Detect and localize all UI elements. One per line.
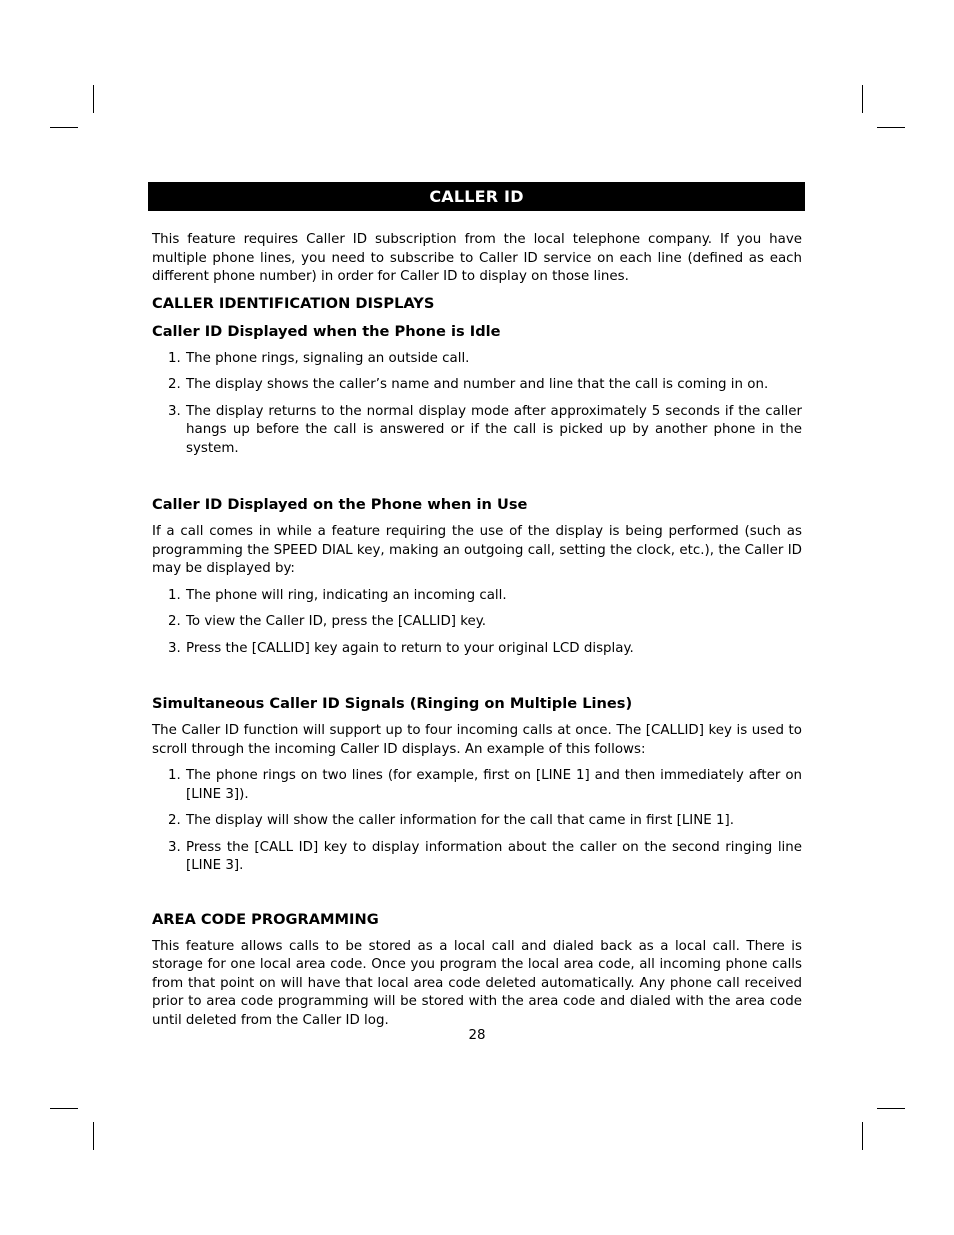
list-item: 3. Press the [CALL ID] key to display information about the caller on the second ringing line [LINE 3]. — [168, 839, 802, 873]
crop-mark-bottom-right-vertical — [862, 1122, 863, 1150]
page-content — [148, 231, 805, 1030]
simultaneous-paragraph: The Caller ID function will support up to four incoming calls at once. The [CALLID] key is used to scroll through the incoming Caller ID displays. An example of this follows: — [152, 723, 802, 757]
list-item: 1. The phone will ring, indicating an incoming call. — [168, 587, 507, 603]
crop-mark-bottom-left-horizontal — [50, 1108, 78, 1109]
simultaneous-steps-list — [152, 767, 802, 876]
list-item: 2. The display shows the caller’s name and number and line that the call is coming in on. — [168, 377, 769, 392]
crop-mark-top-right-vertical — [862, 85, 863, 113]
section-banner: CALLER ID — [148, 182, 805, 211]
crop-mark-top-left-horizontal — [50, 127, 78, 128]
heading-in-use: Caller ID Displayed on the Phone when in Use — [152, 496, 528, 513]
heading-simultaneous: Simultaneous Caller ID Signals (Ringing on Multiple Lines) — [152, 695, 633, 712]
list-item: 2. To view the Caller ID, press the [CALLID] key. — [168, 614, 487, 629]
manual-page — [148, 182, 805, 1030]
list-item: 2. The display will show the caller information for the call that came in first [LINE 1]. — [168, 813, 734, 828]
list-item: 1. The phone rings, signaling an outside call. — [168, 350, 470, 366]
in-use-steps-list — [152, 587, 802, 659]
area-code-paragraph: This feature allows calls to be stored as a local call and dialed back as a local call. There is storage for one local area code. Once you program the local area code, all incoming phone calls from that point on will have that local area code deleted automatically. Any phone call received prior to area code programming will be stored with the area code and dialed with the area code until deleted from the Caller ID log. — [152, 938, 802, 1028]
crop-mark-bottom-right-horizontal — [877, 1108, 905, 1109]
list-item: 3. Press the [CALLID] key again to return to your original LCD display. — [168, 640, 634, 656]
crop-mark-top-right-horizontal — [877, 127, 905, 128]
heading-area-code-programming: AREA CODE PROGRAMMING — [152, 910, 379, 928]
list-item: 3. The display returns to the normal display mode after approximately 5 seconds if the caller hangs up before the call is answered or if the call is picked up by another phone in the system. — [168, 403, 802, 456]
crop-mark-bottom-left-vertical — [93, 1122, 94, 1150]
crop-mark-top-left-vertical — [93, 85, 94, 113]
page-number: 28 — [468, 1028, 486, 1043]
intro-paragraph: This feature requires Caller ID subscription from the local telephone company. If you have multiple phone lines, you need to subscribe to Caller ID service on each line (defined as each different phone number) in order for Caller ID to display on those lines. — [152, 232, 802, 284]
heading-idle: Caller ID Displayed when the Phone is Idle — [152, 322, 501, 340]
heading-caller-identification-displays: CALLER IDENTIFICATION DISPLAYS — [152, 294, 435, 312]
idle-steps-list — [152, 350, 802, 459]
in-use-paragraph: If a call comes in while a feature requiring the use of the display is being performed (such as programming the SPEED DIAL key, making an outgoing call, setting the clock, etc.), the Caller ID may be displayed by: — [152, 524, 802, 576]
list-item: 1. The phone rings on two lines (for example, first on [LINE 1] and then immediately after on [LINE 3]). — [168, 768, 802, 802]
